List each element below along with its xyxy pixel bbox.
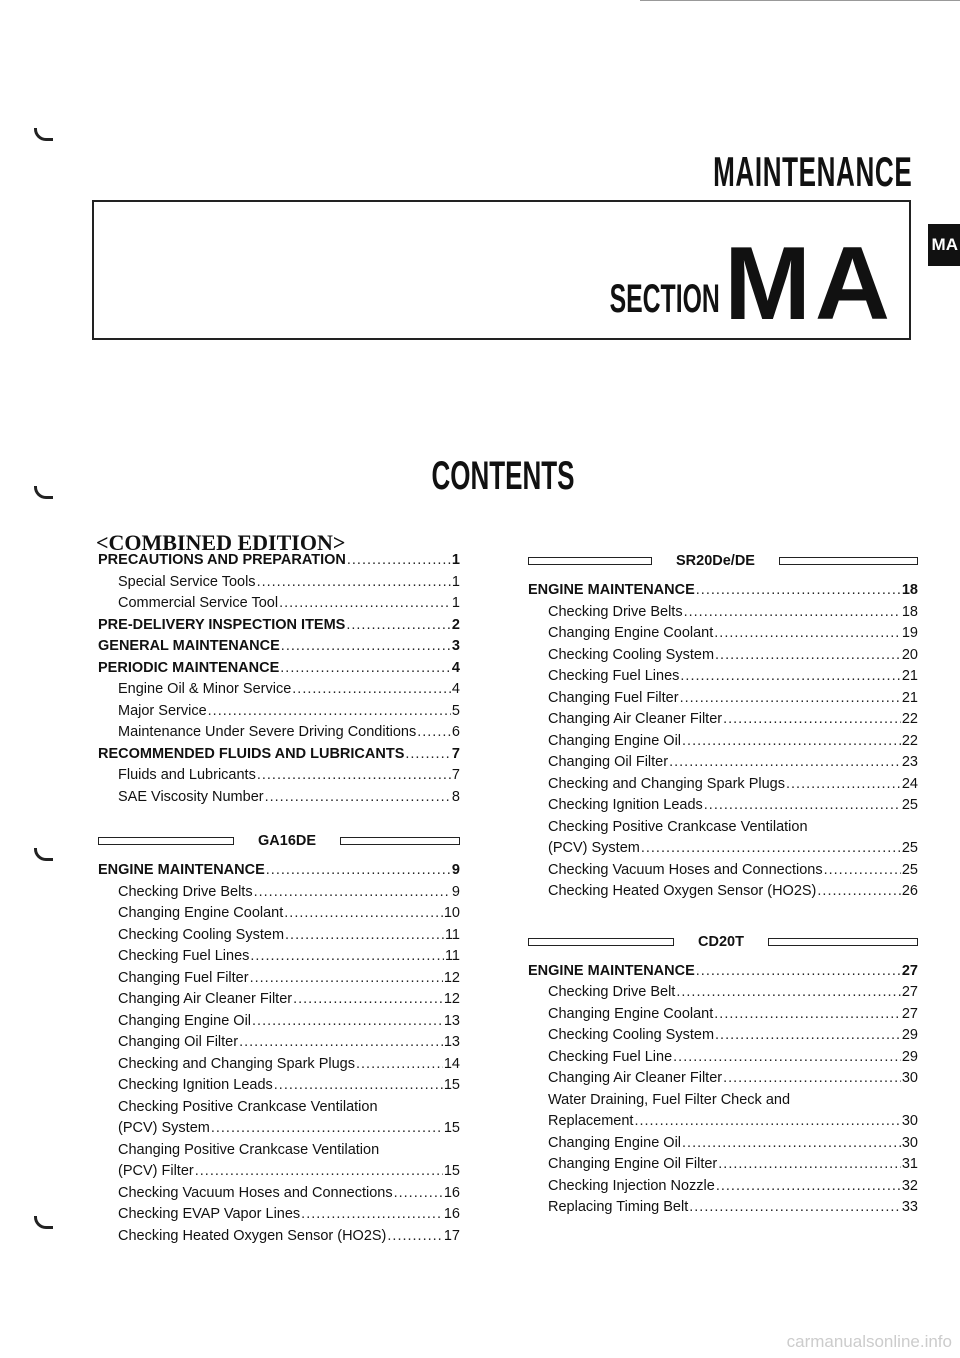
toc-entry (98, 884, 460, 906)
toc-entry-title: Maintenance Under Severe Driving Conditions (118, 724, 417, 740)
toc-entry-page: 13 (443, 1012, 460, 1029)
toc-entry-page: 14 (443, 1055, 460, 1072)
toc-entry-page: 24 (901, 775, 918, 792)
toc-entry-page: 1 (451, 595, 460, 611)
engine-label: GA16DE (258, 833, 317, 849)
toc-entry-title: Checking Vacuum Hoses and Connections (548, 861, 823, 878)
toc-entry-title: Fluids and Lubricants (118, 767, 256, 783)
dot-leader (817, 883, 900, 899)
toc-entry-page: 3 (451, 638, 460, 654)
toc-entry (98, 1077, 460, 1099)
dot-leader (195, 1163, 443, 1179)
toc-entry (528, 1049, 918, 1071)
dot-leader (696, 963, 901, 979)
toc-entry-title: Engine Oil & Minor Service (118, 681, 292, 697)
dot-leader (673, 1049, 901, 1065)
toc-entry-page: 9 (451, 862, 460, 878)
dot-leader (676, 984, 901, 1000)
toc-entry-title: Checking Fuel Lines (118, 948, 250, 964)
toc-entry-page: 32 (901, 1177, 918, 1194)
footer-watermark: carmanualsonline.info (786, 1332, 952, 1351)
dot-leader (356, 1056, 443, 1072)
toc-entry-title: Checking Positive Crankcase Ventilation (548, 818, 808, 835)
dot-leader (293, 991, 443, 1007)
toc-left-column (98, 552, 460, 1249)
scan-mark (34, 848, 53, 861)
toc-entry (528, 1178, 918, 1200)
toc-entry (98, 1034, 460, 1056)
toc-entry (98, 970, 460, 992)
toc-entry-page: 2 (451, 616, 460, 633)
toc-entry (98, 948, 460, 970)
dot-leader (252, 1013, 443, 1029)
toc-entry-title: Checking Injection Nozzle (548, 1177, 715, 1194)
toc-entry (528, 754, 918, 776)
dot-leader (346, 617, 451, 633)
toc-entry-title: Water Draining, Fuel Filter Check and (548, 1091, 791, 1108)
toc-entry-title: Checking Ignition Leads (548, 797, 703, 813)
toc-entry-title: (PCV) System (118, 1120, 210, 1136)
toc-entry-title: Replacing Timing Belt (548, 1199, 689, 1215)
toc-entry-title: Changing Engine Oil (548, 1134, 682, 1151)
separator-bar (528, 557, 652, 565)
toc-entry-page: 5 (451, 702, 460, 719)
toc-entry-page: 30 (901, 1134, 918, 1151)
toc-entry (528, 1070, 918, 1092)
toc-entry-page: 15 (443, 1120, 460, 1136)
toc-entry (98, 1142, 460, 1164)
toc-entry (528, 1156, 918, 1178)
toc-entry (98, 595, 460, 617)
dot-leader (786, 776, 901, 792)
toc-entry (98, 991, 460, 1013)
dot-leader (250, 948, 444, 964)
dot-leader (211, 1120, 443, 1136)
dot-leader (634, 1113, 900, 1129)
toc-heading-entry (528, 963, 918, 985)
toc-entry-title: Changing Fuel Filter (548, 689, 679, 706)
toc-entry (98, 1099, 460, 1121)
toc-entry-page: 29 (901, 1048, 918, 1065)
toc-entry-page: 15 (443, 1077, 460, 1093)
toc-entry-title: PRECAUTIONS AND PREPARATION (98, 552, 346, 568)
toc-entry-page: 8 (451, 788, 460, 805)
dot-leader (257, 574, 451, 590)
toc-entry-page: 30 (901, 1070, 918, 1086)
toc-entry-page: 25 (901, 840, 918, 856)
dot-leader (684, 604, 901, 620)
toc-entry-page: 16 (443, 1206, 460, 1222)
toc-entry-title: Commercial Service Tool (118, 595, 279, 611)
dot-leader (280, 660, 451, 676)
dot-leader (716, 1178, 901, 1194)
toc-entry-title: Checking and Changing Spark Plugs (548, 775, 785, 792)
dot-leader (704, 797, 901, 813)
toc-entry (528, 1199, 918, 1221)
toc-entry (528, 984, 918, 1006)
toc-entry-page: 7 (451, 745, 460, 762)
toc-entry-title: Changing Engine Oil (548, 732, 682, 749)
scan-mark (34, 486, 53, 499)
contents-title: CONTENTS (431, 454, 575, 498)
toc-entry-page: 26 (901, 883, 918, 899)
toc-cd20t-list (528, 963, 918, 1221)
toc-entry-page: 27 (901, 984, 918, 1000)
toc-entry-page: 22 (901, 732, 918, 749)
section-label: SECTION (609, 277, 720, 321)
toc-entry (98, 905, 460, 927)
toc-entry (98, 789, 460, 811)
toc-entry-title: Checking Drive Belts (548, 603, 683, 620)
engine-label: CD20T (698, 933, 744, 950)
toc-entry-title: Changing Air Cleaner Filter (118, 991, 293, 1007)
toc-entry-page: 29 (901, 1027, 918, 1043)
toc-entry-page: 12 (443, 969, 460, 986)
dot-leader (682, 1135, 901, 1151)
section-tab: MA (928, 224, 960, 266)
toc-right-column (528, 552, 918, 1221)
toc-entry-page: 21 (901, 689, 918, 706)
toc-entry (98, 1185, 460, 1207)
toc-entry-page: 27 (901, 1005, 918, 1022)
toc-entry-page: 30 (901, 1113, 918, 1129)
toc-entry-title: Checking Fuel Line (548, 1048, 673, 1065)
dot-leader (680, 690, 901, 706)
toc-entry-title: Changing Engine Coolant (118, 905, 284, 921)
toc-entry (98, 724, 460, 746)
dot-leader (718, 1156, 901, 1172)
toc-entry-page: 31 (901, 1156, 918, 1172)
toc-entry-page: 6 (451, 724, 460, 740)
toc-entry (98, 1056, 460, 1078)
toc-entry-title: (PCV) Filter (118, 1163, 194, 1179)
dot-leader (641, 840, 901, 856)
toc-entry-page: 13 (443, 1034, 460, 1050)
dot-leader (689, 1199, 901, 1215)
dot-leader (266, 862, 451, 878)
toc-entry (528, 862, 918, 884)
dot-leader (723, 711, 901, 727)
dot-leader (347, 552, 451, 568)
toc-entry-page: 12 (443, 991, 460, 1007)
toc-entry-title: GENERAL MAINTENANCE (98, 638, 280, 654)
edition-title: <COMBINED EDITION> (96, 530, 346, 555)
dot-leader (292, 681, 451, 697)
toc-entry-page: 20 (901, 646, 918, 663)
toc-entry-title: ENGINE MAINTENANCE (98, 862, 265, 878)
toc-entry-title: Changing Air Cleaner Filter (548, 1070, 723, 1086)
dot-leader (239, 1034, 443, 1050)
toc-entry (528, 1135, 918, 1157)
maintenance-heading: MAINTENANCE (712, 148, 912, 195)
dot-leader (281, 638, 451, 654)
toc-entry-title: Changing Engine Coolant (548, 625, 714, 641)
toc-entry (528, 625, 918, 647)
dot-leader (301, 1206, 443, 1222)
toc-entry-title: Checking Heated Oxygen Sensor (HO2S) (118, 1227, 387, 1244)
toc-entry-page: 4 (451, 659, 460, 676)
toc-entry-title: SAE Viscosity Number (118, 788, 264, 805)
toc-entry-page: 27 (901, 962, 918, 979)
toc-heading-entry (98, 746, 460, 768)
toc-entry-title: ENGINE MAINTENANCE (528, 582, 695, 598)
toc-entry-title: Checking Cooling System (118, 926, 285, 943)
dot-leader (279, 595, 451, 611)
dot-leader (285, 927, 444, 943)
dot-leader (680, 668, 900, 684)
dot-leader (257, 767, 451, 783)
toc-entry (98, 1228, 460, 1250)
separator-bar (98, 837, 234, 845)
toc-entry-page: 21 (901, 668, 918, 684)
toc-entry (528, 711, 918, 733)
toc-entry (98, 927, 460, 949)
dot-leader (723, 1070, 901, 1086)
toc-entry (528, 733, 918, 755)
separator-bar (340, 837, 460, 845)
toc-entry-title: Checking Ignition Leads (118, 1077, 273, 1093)
toc-entry-page: 18 (901, 603, 918, 620)
toc-entry-page: 7 (451, 767, 460, 783)
separator-bar (779, 557, 918, 565)
toc-entry-page: 1 (451, 573, 460, 590)
toc-entry-title: PERIODIC MAINTENANCE (98, 659, 280, 676)
toc-entry-title: Changing Engine Oil (118, 1012, 252, 1029)
toc-entry-title: Checking Heated Oxygen Sensor (HO2S) (548, 883, 817, 899)
toc-entry-title: Changing Engine Coolant (548, 1005, 714, 1022)
toc-entry-title: Changing Engine Oil Filter (548, 1156, 718, 1172)
dot-leader (250, 970, 443, 986)
toc-heading-entry (98, 660, 460, 682)
toc-heading-entry (98, 638, 460, 660)
dot-leader (387, 1228, 442, 1244)
toc-entry-title: Checking Cooling System (548, 1027, 715, 1043)
toc-entry-title: Checking Fuel Lines (548, 668, 680, 684)
toc-entry-page: 15 (443, 1163, 460, 1179)
toc-entry (528, 819, 918, 841)
top-edge-line (640, 0, 960, 1)
toc-entry (528, 797, 918, 819)
dot-leader (394, 1185, 443, 1201)
toc-entry-title: RECOMMENDED FLUIDS AND LUBRICANTS (98, 745, 405, 762)
toc-heading-entry (98, 552, 460, 574)
toc-entry (98, 681, 460, 703)
toc-entry (98, 703, 460, 725)
toc-entry-page: 10 (443, 905, 460, 921)
dot-leader (405, 746, 451, 762)
toc-entry-page: 11 (444, 948, 460, 964)
dot-leader (714, 1006, 901, 1022)
toc-entry (528, 604, 918, 626)
toc-sr20de-list (528, 582, 918, 905)
toc-entry-page: 16 (443, 1184, 460, 1201)
toc-entry-title: Changing Fuel Filter (118, 969, 249, 986)
toc-entry-page: 22 (901, 711, 918, 727)
dot-leader (265, 789, 451, 805)
toc-entry-page: 25 (901, 861, 918, 878)
toc-entry-page: 23 (901, 754, 918, 770)
toc-entry-title: Checking Drive Belts (118, 883, 253, 900)
dot-leader (417, 724, 451, 740)
toc-entry-title: Checking Vacuum Hoses and Connections (118, 1184, 393, 1201)
toc-entry (98, 1120, 460, 1142)
toc-entry-title: (PCV) System (548, 840, 640, 856)
toc-heading-entry (528, 582, 918, 604)
toc-entry (528, 1006, 918, 1028)
toc-entry (528, 883, 918, 905)
toc-entry-title: Checking Drive Belt (548, 984, 676, 1000)
toc-entry-page: 11 (444, 926, 460, 943)
section-code: MA (724, 226, 894, 342)
engine-separator-sr20de (528, 544, 918, 578)
toc-entry (98, 767, 460, 789)
dot-leader (682, 733, 901, 749)
toc-entry-page: 17 (443, 1227, 460, 1244)
toc-entry-page: 25 (901, 797, 918, 813)
toc-entry (528, 776, 918, 798)
toc-entry (528, 1027, 918, 1049)
toc-entry-title: Replacement (548, 1113, 634, 1129)
toc-heading-entry (98, 617, 460, 639)
toc-entry-title: Changing Positive Crankcase Ventilation (118, 1141, 380, 1158)
toc-entry-title: Checking and Changing Spark Plugs (118, 1055, 355, 1072)
toc-entry-page: 4 (451, 681, 460, 697)
toc-entry (528, 840, 918, 862)
toc-entry (528, 647, 918, 669)
separator-bar (768, 938, 918, 946)
toc-entry-title: Changing Oil Filter (548, 754, 669, 770)
toc-entry-page: 18 (901, 582, 918, 598)
toc-heading-entry (98, 862, 460, 884)
dot-leader (284, 905, 443, 921)
dot-leader (824, 862, 901, 878)
toc-entry-title: Changing Air Cleaner Filter (548, 711, 723, 727)
toc-entry-title: Checking Cooling System (548, 646, 715, 663)
dot-leader (274, 1077, 443, 1093)
engine-separator-cd20t (528, 925, 918, 959)
engine-label: SR20De/DE (676, 553, 755, 569)
dot-leader (669, 754, 901, 770)
engine-separator-ga16de (98, 824, 460, 858)
toc-entry (528, 1113, 918, 1135)
toc-entry (98, 1163, 460, 1185)
toc-entry-title: ENGINE MAINTENANCE (528, 962, 695, 979)
toc-entry-title: Checking EVAP Vapor Lines (118, 1206, 301, 1222)
toc-entry (98, 1013, 460, 1035)
dot-leader (715, 647, 901, 663)
dot-leader (715, 1027, 901, 1043)
dot-leader (254, 884, 451, 900)
toc-entry-page: 19 (901, 625, 918, 641)
toc-entry (528, 690, 918, 712)
toc-entry (528, 668, 918, 690)
toc-entry (98, 574, 460, 596)
separator-bar (528, 938, 674, 946)
toc-entry (98, 1206, 460, 1228)
dot-leader (696, 582, 901, 598)
dot-leader (208, 703, 451, 719)
toc-entry-page: 9 (451, 883, 460, 900)
toc-entry (528, 1092, 918, 1114)
toc-entry-title: Checking Positive Crankcase Ventilation (118, 1098, 378, 1115)
toc-entry-title: PRE-DELIVERY INSPECTION ITEMS (98, 616, 346, 633)
scan-mark (34, 128, 53, 141)
toc-entry-page: 1 (451, 552, 460, 568)
toc-general-list (98, 552, 460, 810)
scan-mark (34, 1216, 53, 1229)
toc-entry-title: Major Service (118, 702, 207, 719)
toc-ga16de-list (98, 862, 460, 1249)
toc-entry-title: Changing Oil Filter (118, 1034, 239, 1050)
dot-leader (714, 625, 901, 641)
toc-entry-title: Special Service Tools (118, 573, 256, 590)
toc-entry-page: 33 (901, 1199, 918, 1215)
